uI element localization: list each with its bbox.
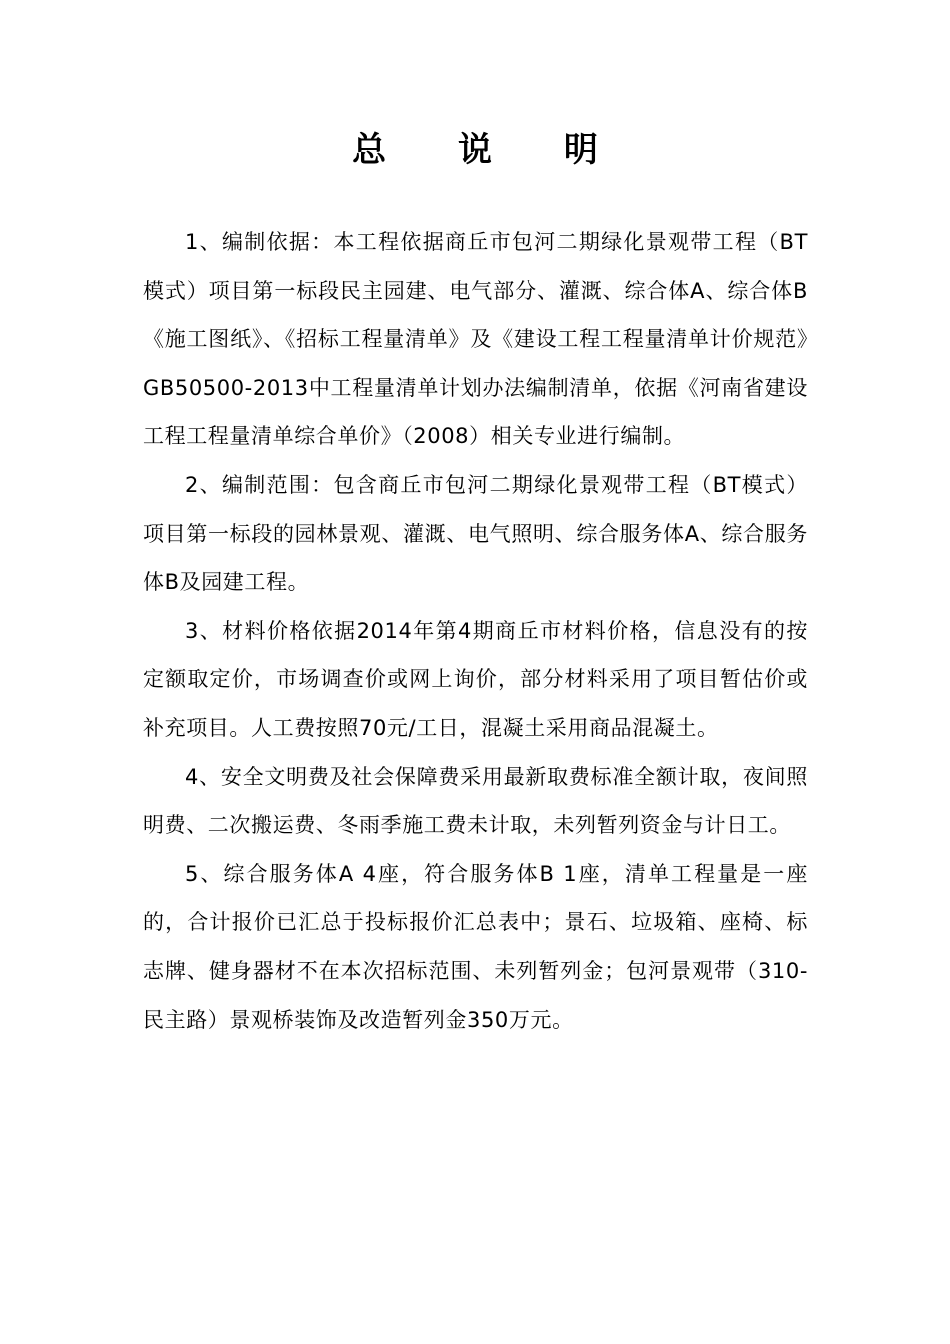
paragraph-service-buildings: 5、综合服务体A 4座，符合服务体B 1座，清单工程量是一座的，合计报价已汇总于投标报价汇总表中；景石、垃圾箱、座椅、标志牌、健身器材不在本次招标范围、未列暂列金；包河景观带（310-民主路）景观桥装饰及改造暂列金350万元。: [143, 861, 808, 1032]
document-body: [143, 218, 808, 1044]
paragraph-scope: 2、编制范围：包含商丘市包河二期绿化景观带工程（BT模式）项目第一标段的园林景观、灌溉、电气照明、综合服务体A、综合服务体B及园建工程。: [143, 472, 808, 595]
paragraph-material-prices: 3、材料价格依据2014年第4期商丘市材料价格，信息没有的按定额取定价，市场调查价或网上询价，部分材料采用了项目暂估价或补充项目。人工费按照70元/工日，混凝土采用商品混凝土。: [143, 618, 808, 740]
page-title: 总 说 明: [352, 130, 628, 170]
paragraph-basis: 1、编制依据：本工程依据商丘市包河二期绿化景观带工程（BT模式）项目第一标段民主园建、电气部分、灌溉、综合体A、综合体B《施工图纸》、《招标工程量清单》及《建设工程工程量清单计价规范》GB50500-2013中工程量清单计划办法编制清单，依据《河南省建设工程工程量清单综合单价》（2008）相关专业进行编制。: [143, 230, 808, 449]
paragraph-fees: 4、安全文明费及社会保障费采用最新取费标准全额计取，夜间照明费、二次搬运费、冬雨季施工费未计取，未列暂列资金与计日工。: [143, 764, 808, 838]
